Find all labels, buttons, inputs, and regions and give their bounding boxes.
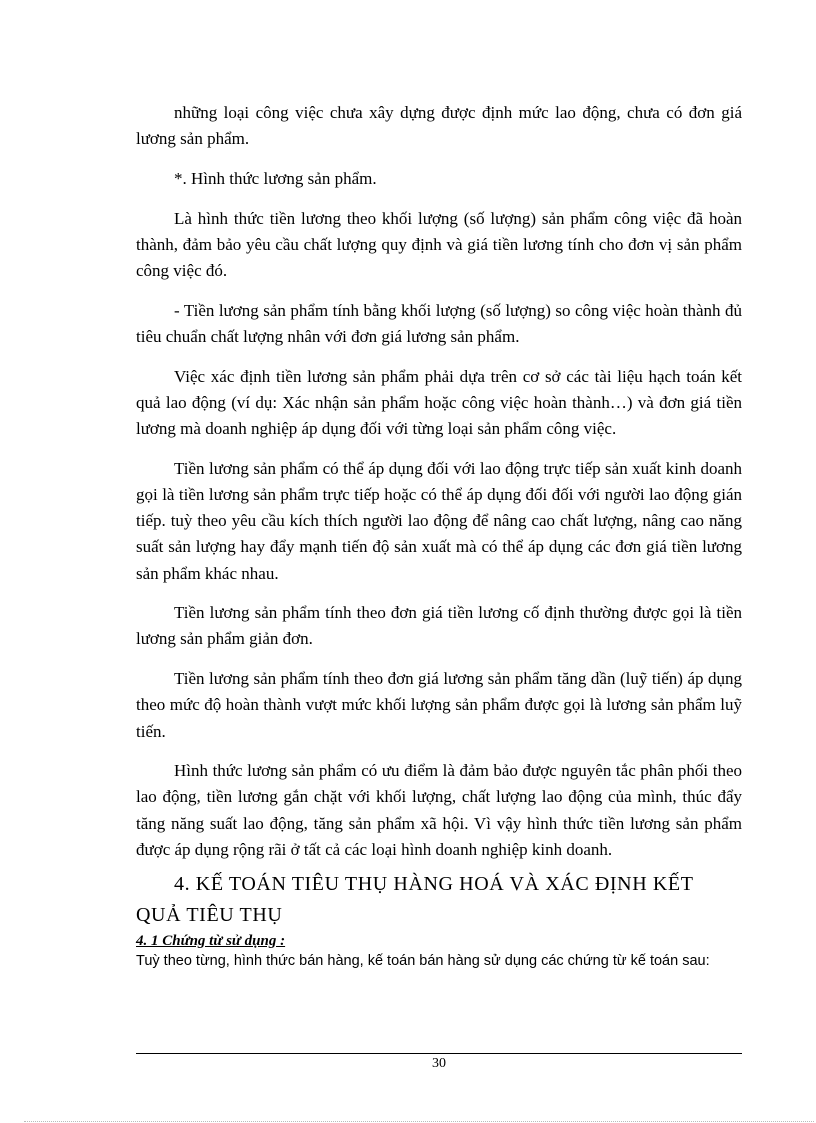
paragraph-1: những loại công việc chưa xây dựng được định mức lao động, chưa có đơn giá lương sản phẩm. (136, 103, 742, 149)
paragraph-6: Tiền lương sản phẩm có thể áp dụng đối với lao động trực tiếp sản xuất kinh doanh gọi là tiền lương sản phẩm trực tiếp hoặc có thể áp dụng đối đối với người lao động gián tiếp. tuỳ theo yêu cầu kích thích người lao động để nâng cao chất lượng, nâng cao năng suất sản lượng hay đẩy mạnh tiến độ sản xuất mà có thể áp dụng các đơn giá tiền lương sản phẩm khác nhau. (136, 458, 742, 583)
paragraph-9: Hình thức lương sản phẩm có ưu điểm là đảm bảo được nguyên tắc phân phối theo lao động, tiền lương gắn chặt với khối lượng, chất lượng lao động của mình, thúc đẩy tăng năng suất lao động, tăng sản phẩm xã hội. Vì vậy hình thức tiền lương sản phẩm được áp dụng rộng rãi ở tất cả các loại hình doanh nghiệp kinh doanh. (136, 761, 742, 859)
paragraph-4: - Tiền lương sản phẩm tính bằng khối lượng (số lượng) so công việc hoàn thành đủ tiêu chuẩn chất lượng nhân với đơn giá lương sản phẩm. (136, 300, 742, 346)
paragraph-3: Là hình thức tiền lương theo khối lượng (số lượng) sản phẩm công việc đã hoàn thành, đảm bảo yêu cầu chất lượng quy định và giá tiền lương tính cho đơn vị sản phẩm công việc đó. (136, 208, 742, 281)
page-content (136, 100, 742, 971)
body-text: Tuỳ theo từng, hình thức bán hàng, kế toán bán hàng sử dụng các chứng từ kế toán sau: (136, 953, 710, 970)
section-heading: 4. KẾ TOÁN TIÊU THỤ HÀNG HOÁ VÀ XÁC ĐỊNH KẾT QUẢ TIÊU THỤ (136, 873, 694, 927)
footer-rule (136, 1053, 742, 1054)
page-boundary-line (24, 1121, 814, 1122)
paragraph-8: Tiền lương sản phẩm tính theo đơn giá lương sản phẩm tăng dần (luỹ tiến) áp dụng theo mức độ hoàn thành vượt mức khối lượng sản phẩm được gọi là lương sản phẩm luỹ tiến. (136, 669, 742, 741)
paragraph-7: Tiền lương sản phẩm tính theo đơn giá tiền lương cố định thường được gọi là tiền lương sản phẩm giản đơn. (136, 603, 742, 649)
subsection-heading: 4. 1 Chứng từ sử dụng : (136, 933, 286, 950)
paragraph-2: *. Hình thức lương sản phẩm. (174, 168, 377, 188)
paragraph-5: Việc xác định tiền lương sản phẩm phải dựa trên cơ sở các tài liệu hạch toán kết quả lao động (ví dụ: Xác nhận sản phẩm hoặc công việc hoàn thành…) và đơn giá tiền lương mà doanh nghiệp áp dụng đối với từng loại sản phẩm công việc. (136, 366, 742, 439)
page-number: 30 (432, 1056, 446, 1071)
